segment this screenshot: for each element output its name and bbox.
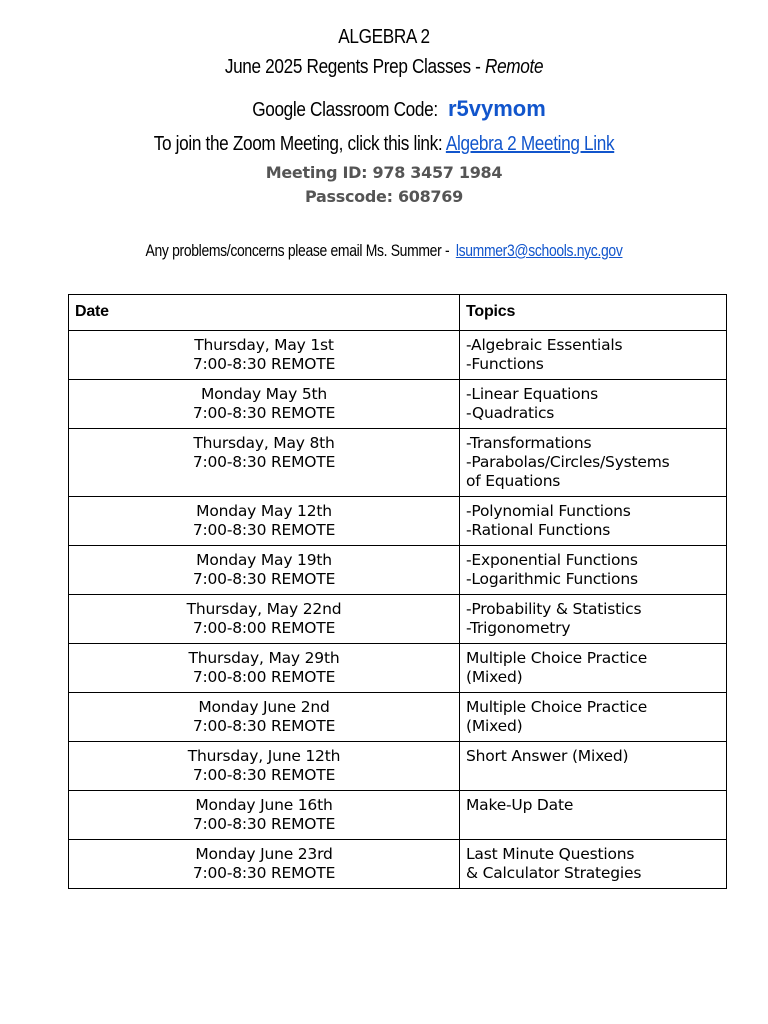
topic-line: -Linear Equations — [466, 385, 599, 403]
session-time: 7:00-8:30 REMOTE — [192, 570, 336, 588]
topic-line: & Calculator Strategies — [466, 864, 642, 882]
date-cell — [69, 546, 460, 595]
topic-line: Short Answer (Mixed) — [466, 747, 629, 765]
meeting-id: Meeting ID: 978 3457 1984 — [265, 163, 503, 182]
topics-cell — [460, 429, 727, 497]
date-cell — [69, 380, 460, 429]
topic-line: Multiple Choice Practice — [466, 649, 648, 667]
topic-line: -Parabolas/Circles/Systems — [466, 453, 670, 471]
date-cell — [69, 840, 460, 889]
topics-cell — [460, 380, 727, 429]
session-time: 7:00-8:30 REMOTE — [192, 766, 336, 784]
contact-prefix-text: Any problems/concerns please email Ms. Summer - — [145, 241, 450, 260]
session-time: 7:00-8:30 REMOTE — [192, 717, 336, 735]
topics-cell — [460, 742, 727, 791]
topics-cell — [460, 497, 727, 546]
table-row — [69, 791, 727, 840]
topic-line: -Trigonometry — [466, 619, 571, 637]
session-date: Thursday, May 22nd — [186, 600, 342, 618]
table-row — [69, 742, 727, 791]
table-row — [69, 497, 727, 546]
zoom-line — [54, 133, 714, 156]
topic-line: (Mixed) — [466, 717, 523, 735]
classroom-code-label: Google Classroom Code: — [252, 99, 438, 121]
topics-cell — [460, 644, 727, 693]
schedule-body — [69, 331, 727, 889]
table-row — [69, 546, 727, 595]
session-date: Monday May 12th — [196, 502, 332, 520]
table-header-row — [69, 295, 727, 331]
classroom-code-line — [0, 96, 768, 122]
session-date: Monday June 2nd — [198, 698, 330, 716]
date-cell — [69, 791, 460, 840]
topic-line: -Probability & Statistics — [466, 600, 642, 618]
subtitle-remote-text: Remote — [485, 56, 544, 78]
topic-line: -Rational Functions — [466, 521, 611, 539]
topics-cell — [460, 331, 727, 380]
topics-cell — [460, 840, 727, 889]
session-time: 7:00-8:30 REMOTE — [192, 355, 336, 373]
topics-cell — [460, 595, 727, 644]
table-row — [69, 693, 727, 742]
session-date: Monday June 23rd — [195, 845, 333, 863]
session-date: Monday May 19th — [196, 551, 332, 569]
date-cell — [69, 742, 460, 791]
session-time: 7:00-8:30 REMOTE — [192, 864, 336, 882]
table-row — [69, 644, 727, 693]
date-cell — [69, 331, 460, 380]
table-row — [69, 429, 727, 497]
zoom-prefix-text: To join the Zoom Meeting, click this link: — [153, 133, 443, 155]
session-date: Thursday, May 29th — [188, 649, 340, 667]
session-time: 7:00-8:30 REMOTE — [192, 815, 336, 833]
session-date: Monday May 5th — [200, 385, 328, 403]
contact-email-link[interactable]: lsummer3@schools.nyc.gov — [455, 241, 623, 260]
column-header-date: Date — [69, 295, 460, 331]
table-row — [69, 595, 727, 644]
date-cell — [69, 644, 460, 693]
session-time: 7:00-8:00 REMOTE — [192, 668, 336, 686]
session-time: 7:00-8:30 REMOTE — [192, 521, 336, 539]
session-date: Monday June 16th — [195, 796, 333, 814]
contact-line — [69, 241, 699, 261]
topic-line: -Algebraic Essentials — [466, 336, 623, 354]
page-subtitle — [54, 56, 714, 79]
table-row — [69, 380, 727, 429]
session-date: Thursday, May 1st — [194, 336, 334, 354]
topics-cell — [460, 693, 727, 742]
page-title: ALGEBRA 2 — [338, 26, 430, 48]
topics-cell — [460, 546, 727, 595]
topic-line: -Functions — [466, 355, 544, 373]
schedule-table — [68, 294, 727, 889]
topic-line: of Equations — [466, 472, 561, 490]
topic-line: -Transformations — [466, 434, 592, 452]
classroom-code-link[interactable]: r5vymom — [447, 96, 546, 121]
column-header-topics: Topics — [460, 295, 727, 331]
topic-line: -Exponential Functions — [466, 551, 638, 569]
topic-line: Last Minute Questions — [466, 845, 635, 863]
date-cell — [69, 429, 460, 497]
session-date: Thursday, June 12th — [187, 747, 341, 765]
table-row — [69, 331, 727, 380]
topic-line: (Mixed) — [466, 668, 523, 686]
topic-line: -Logarithmic Functions — [466, 570, 638, 588]
topic-line: -Polynomial Functions — [466, 502, 631, 520]
session-time: 7:00-8:00 REMOTE — [192, 619, 336, 637]
subtitle-text: June 2025 Regents Prep Classes - — [224, 56, 486, 78]
table-row — [69, 840, 727, 889]
date-cell — [69, 497, 460, 546]
topics-cell — [460, 791, 727, 840]
date-cell — [69, 595, 460, 644]
session-time: 7:00-8:30 REMOTE — [192, 453, 336, 471]
session-date: Thursday, May 8th — [193, 434, 335, 452]
date-cell — [69, 693, 460, 742]
session-time: 7:00-8:30 REMOTE — [192, 404, 336, 422]
passcode: Passcode: 608769 — [305, 187, 463, 206]
topic-line: Multiple Choice Practice — [466, 698, 648, 716]
zoom-meeting-link[interactable]: Algebra 2 Meeting Link — [445, 133, 615, 155]
topic-line: Make-Up Date — [466, 796, 574, 814]
topic-line: -Quadratics — [466, 404, 555, 422]
